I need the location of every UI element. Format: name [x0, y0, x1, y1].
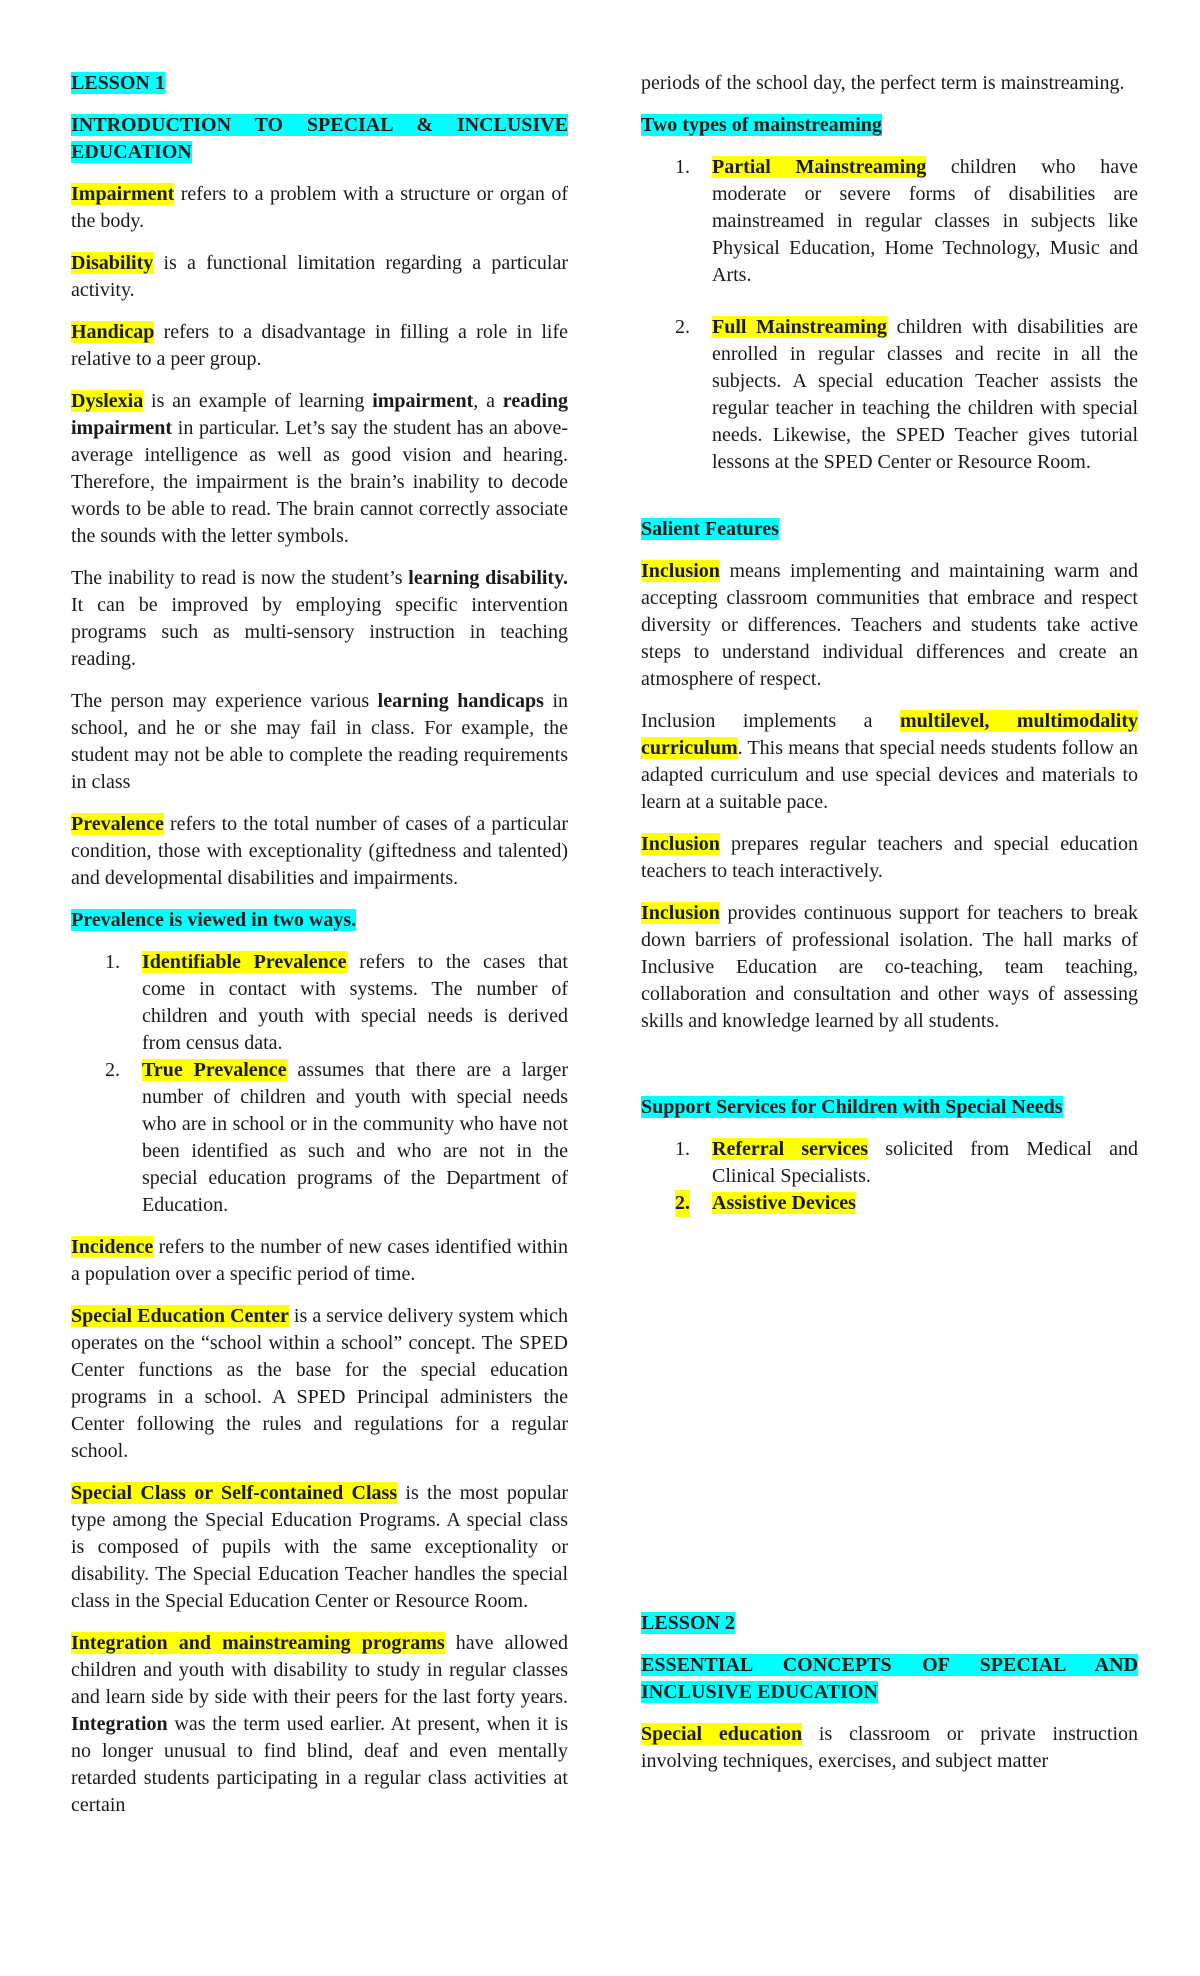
list-item: 2. Assistive Devices — [641, 1190, 1138, 1217]
learning-handicaps-paragraph: The person may experience various learning handicaps in school, and he or she may fail in class. For example, the student may not be able to complete the reading requirements in class — [71, 690, 568, 793]
dyslexia-paragraph: Dyslexia is an example of learning impairment, a reading impairment in particular. Let’s say the student has an above-average intelligence as well as good vision and hearing. Therefore, the impairment is the brain’s inability to decode words to be able to read. The brain cannot correctly associate the sounds with the letter symbols. — [71, 390, 568, 547]
lesson-1-label: LESSON 1 — [71, 72, 165, 94]
prevalence-heading: Prevalence is viewed in two ways. — [71, 909, 357, 931]
learning-disability-paragraph: The inability to read is now the student’s learning disability. It can be improved by employing specific intervention programs such as multi-sensory instruction in teaching reading. — [71, 567, 568, 670]
lesson-2-label: LESSON 2 — [641, 1612, 735, 1634]
list-item: 2. Full Mainstreaming children with disabilities are enrolled in regular classes and recite in all the subjects. A special education Teacher assists the regular teacher in teaching the children with special needs. Likewise, the SPED Teacher gives tutorial lessons at the SPED Center or Resource Room. — [675, 316, 1138, 473]
support-services-heading: Support Services for Children with Special Needs — [641, 1096, 1063, 1118]
impairment-paragraph: Impairment refers to a problem with a structure or organ of the body. — [71, 183, 568, 232]
lesson-2-title: ESSENTIAL CONCEPTS OF SPECIAL AND INCLUSIVE EDUCATION — [641, 1654, 1138, 1703]
list-item: 2. True Prevalence assumes that there are a larger number of children and youth with special needs who are in school or in the community who have not been identified as such and who are not in the special education programs of the Department of Education. — [105, 1059, 569, 1216]
prevalence-list — [71, 949, 568, 1219]
inclusion-paragraph-4: Inclusion provides continuous support for teachers to break down barriers of professional isolation. The hall marks of Inclusive Education are co-teaching, team teaching, collaboration and consultation and other ways of assessing skills and knowledge learned by all students. — [641, 902, 1138, 1032]
mainstreaming-heading: Two types of mainstreaming — [641, 114, 882, 136]
mainstreaming-continuation: periods of the school day, the perfect term is mainstreaming. — [641, 72, 1125, 94]
mainstreaming-list — [641, 154, 1138, 476]
spacer — [641, 1232, 1138, 1610]
inclusion-paragraph-1: Inclusion means implementing and maintaining warm and accepting classroom communities that embrace and respect diversity or differences. Teachers and students take active steps to understand individual differences and create an atmosphere of respect. — [641, 560, 1138, 690]
sped-center-paragraph: Special Education Center is a service delivery system which operates on the “school within a school” concept. The SPED Center functions as the base for the special education programs in a school. A SPED Principal administers the Center following the rules and regulations for a regular school. — [71, 1305, 568, 1462]
list-item: 1. Partial Mainstreaming children who have moderate or severe forms of disabilities are mainstreamed in regular classes in subjects like Physical Education, Home Technology, Music and Arts. — [675, 156, 1138, 286]
list-item: 1. Identifiable Prevalence refers to the cases that come in contact with systems. The number of children and youth with special needs is derived from census data. — [105, 951, 568, 1054]
list-item: 1. Referral services solicited from Medical and Clinical Specialists. — [675, 1138, 1138, 1187]
spacer — [641, 1050, 1138, 1094]
incidence-paragraph: Incidence refers to the number of new cases identified within a population over a specific period of time. — [71, 1236, 568, 1285]
special-class-paragraph: Special Class or Self-contained Class is the most popular type among the Special Education Programs. A special class is composed of pupils with the same exceptionality or disability. The Special Education Teacher handles the special class in the Special Education Center or Resource Room. — [71, 1482, 568, 1612]
lesson-1-title: INTRODUCTION TO SPECIAL & INCLUSIVE EDUCATION — [71, 114, 568, 163]
inclusion-paragraph-2: Inclusion implements a multilevel, multimodality curriculum. This means that special needs students follow an adapted curriculum and use special devices and materials to learn at a suitable pace. — [641, 710, 1138, 813]
salient-features-heading: Salient Features — [641, 518, 779, 540]
prevalence-paragraph: Prevalence refers to the total number of cases of a particular condition, those with exceptionality (giftedness and talented) and developmental disabilities and impairments. — [71, 813, 568, 889]
support-services-list — [641, 1136, 1138, 1217]
inclusion-paragraph-3: Inclusion prepares regular teachers and special education teachers to teach interactively. — [641, 833, 1138, 882]
disability-paragraph: Disability is a functional limitation regarding a particular activity. — [71, 252, 568, 301]
right-column — [641, 70, 1138, 1790]
special-education-paragraph: Special education is classroom or private instruction involving techniques, exercises, and subject matter — [641, 1723, 1139, 1772]
handicap-paragraph: Handicap refers to a disadvantage in filling a role in life relative to a peer group. — [71, 321, 568, 370]
left-column — [71, 70, 568, 1834]
integration-paragraph: Integration and mainstreaming programs have allowed children and youth with disability to study in regular classes and learn side by side with their peers for the last forty years. Integration was the term used earlier. At present, when it is no longer unusual to find blind, deaf and even mentally retarded students participating in a regular class activities at certain — [71, 1632, 568, 1816]
list-spacer — [641, 289, 1138, 314]
spacer — [641, 491, 1138, 516]
